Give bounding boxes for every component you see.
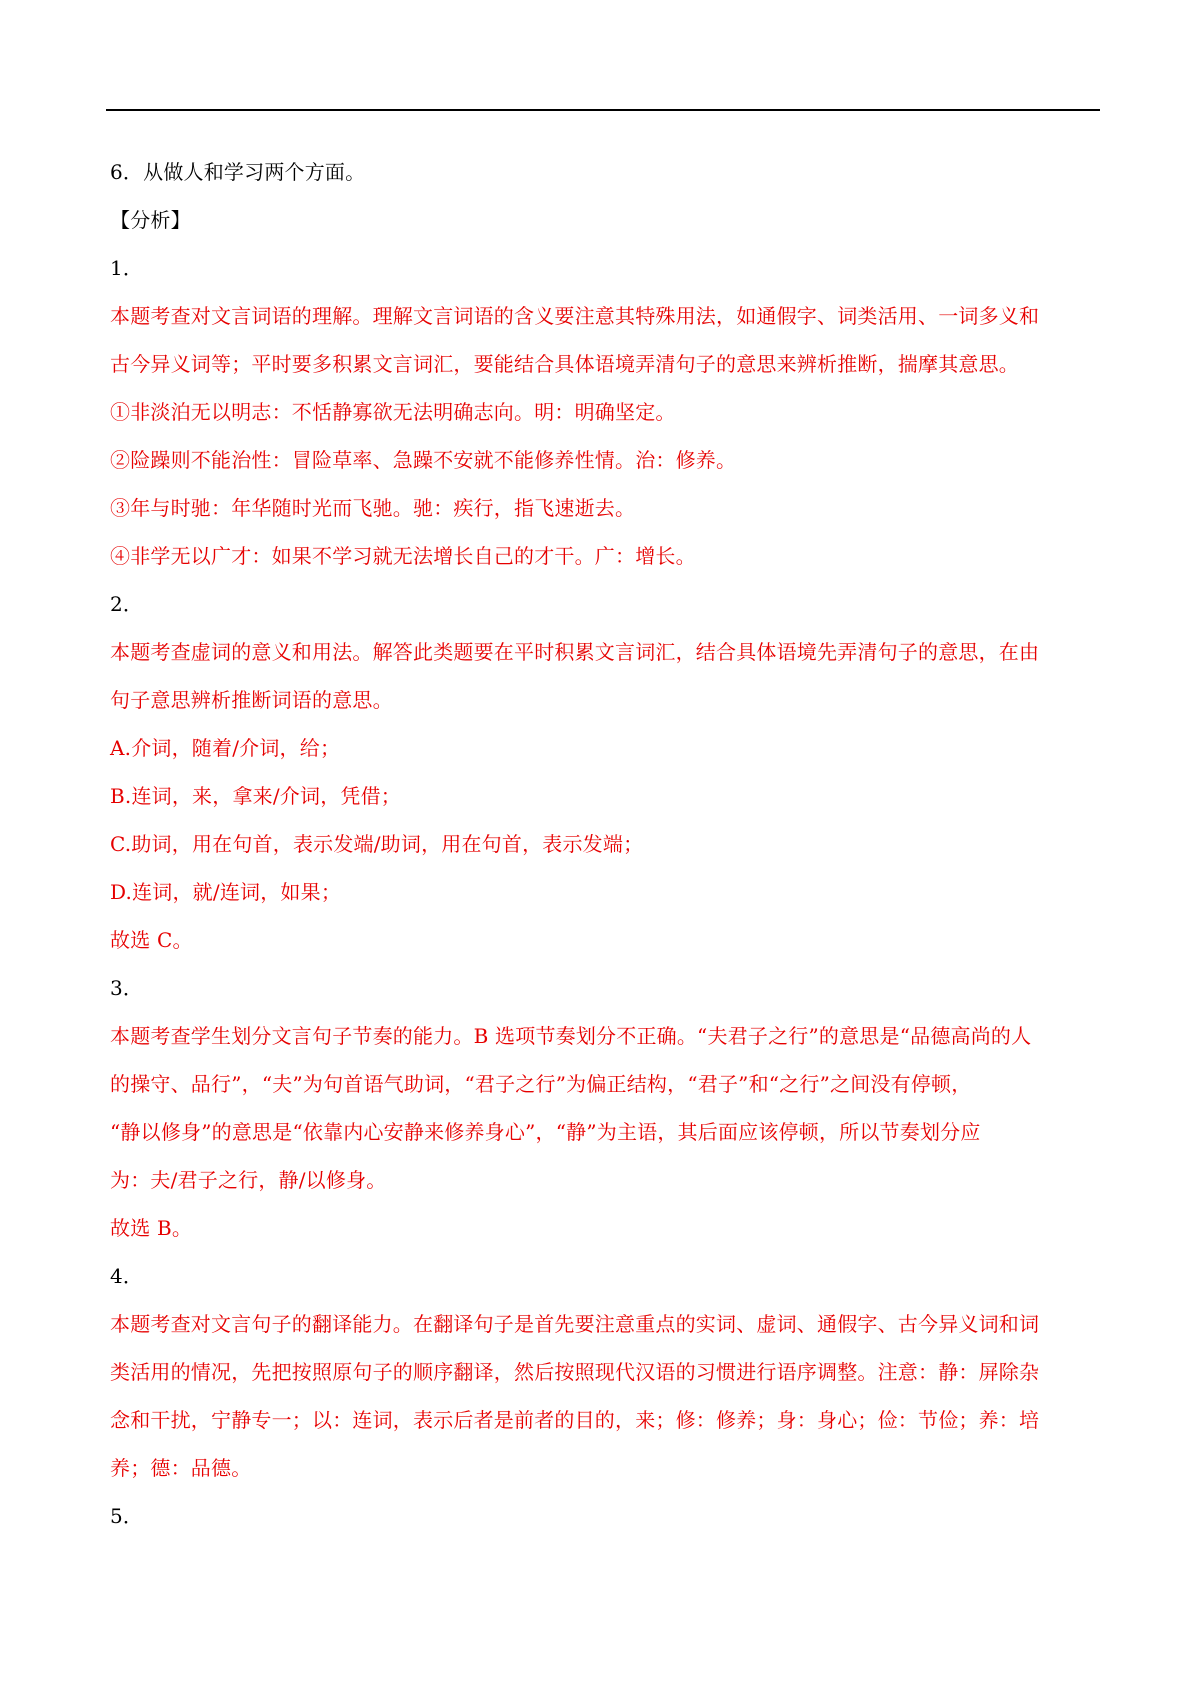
text-line: 念和干扰，宁静专一；以：连词，表示后者是前者的目的，来；修：修养；身：身心；俭：节俭；养：培 — [110, 1408, 1040, 1432]
text-line: 2． — [110, 592, 144, 616]
text-line: 养；德：品德。 — [110, 1456, 252, 1480]
text-line: 句子意思辨析推断词语的意思。 — [110, 688, 393, 712]
text-line: 故选 C。 — [110, 928, 193, 952]
text-line: 的操守、品行”，“夫”为句首语气助词，“君子之行”为偏正结构，“君子”和“之行”之间没有停顿， — [110, 1072, 972, 1096]
text-line: “静以修身”的意思是“依靠内心安静来修养身心”，“静”为主语，其后面应该停顿，所以节奏划分应 — [110, 1120, 981, 1144]
document-body — [110, 148, 1100, 1540]
text-line: 本题考查对文言词语的理解。理解文言词语的含义要注意其特殊用法，如通假字、词类活用、一词多义和 — [110, 304, 1040, 328]
header-rule — [106, 109, 1100, 111]
text-line: 类活用的情况，先把按照原句子的顺序翻译，然后按照现代汉语的习惯进行语序调整。注意：静：屏除杂 — [110, 1360, 1040, 1384]
text-line: ④非学无以广才：如果不学习就无法增长自己的才干。广：增长。 — [110, 544, 696, 568]
text-line: ②险躁则不能治性：冒险草率、急躁不安就不能修养性情。治：修养。 — [110, 448, 737, 472]
text-line: 4． — [110, 1264, 144, 1288]
text-line: 本题考查虚词的意义和用法。解答此类题要在平时积累文言词汇，结合具体语境先弄清句子的意思，在由 — [110, 640, 1040, 664]
text-line: 古今异义词等；平时要多积累文言词汇，要能结合具体语境弄清句子的意思来辨析推断，揣摩其意思。 — [110, 352, 1019, 376]
text-line: 1． — [110, 256, 144, 280]
text-line: 本题考查学生划分文言句子节奏的能力。B 选项节奏划分不正确。“夫君子之行”的意思是“品德高尚的人 — [110, 1024, 1032, 1048]
text-line: ①非淡泊无以明志：不恬静寡欲无法明确志向。明：明确坚定。 — [110, 400, 676, 424]
text-line: 本题考查对文言句子的翻译能力。在翻译句子是首先要注意重点的实词、虚词、通假字、古今异义词和词 — [110, 1312, 1040, 1336]
text-line: 6．从做人和学习两个方面。 — [110, 160, 366, 184]
text-line: B.连词，来，拿来/介词，凭借； — [110, 784, 401, 808]
text-line: ③年与时驰：年华随时光而飞驰。驰：疾行，指飞速逝去。 — [110, 496, 636, 520]
text-line: A.介词，随着/介词，给； — [110, 736, 341, 760]
text-line: 5． — [110, 1504, 144, 1528]
text-line: C.助词，用在句首，表示发端/助词，用在句首，表示发端； — [110, 832, 644, 856]
text-line: 为：夫/君子之行，静/以修身。 — [110, 1168, 387, 1192]
text-line: D.连词，就/连词，如果； — [110, 880, 342, 904]
text-line: 【分析】 — [110, 208, 191, 232]
text-line: 故选 B。 — [110, 1216, 193, 1240]
text-line: 3． — [110, 976, 144, 1000]
